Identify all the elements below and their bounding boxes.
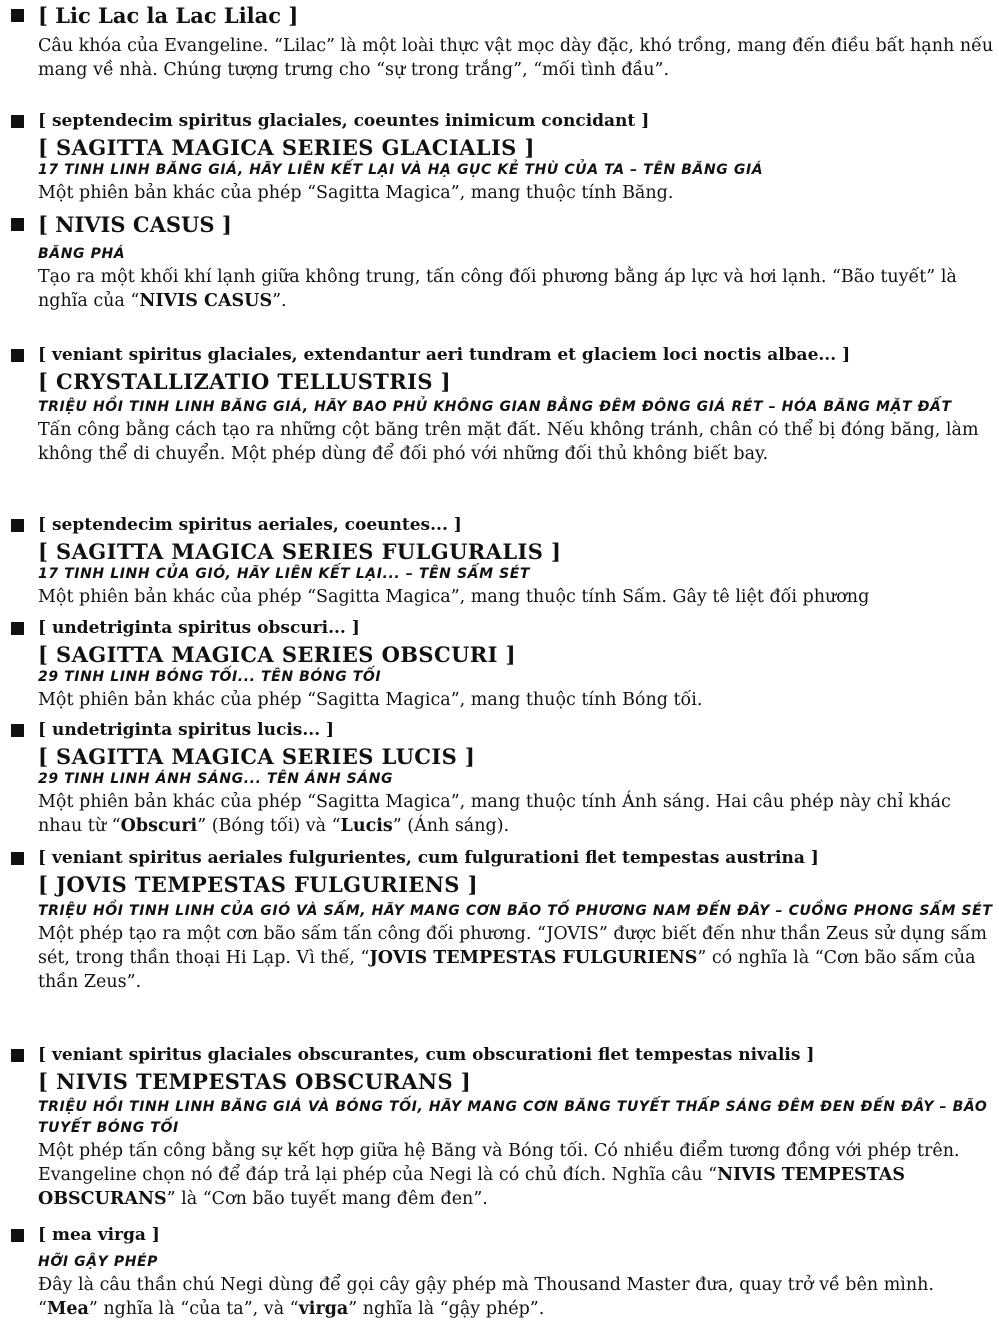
spell-translation: TRIỆU HỒI TINH LINH CỦA GIÓ VÀ SẤM, HÃY MANG CƠN BÃO TỐ PHƯƠNG NAM ĐẾN ĐÂY – CUỒNG PHONG SẤM SÉT	[38, 903, 993, 919]
entry-sagitta-fulguralis	[0, 514, 999, 609]
desc-run-bold: JOVIS TEMPESTAS FULGURIENS	[369, 948, 698, 968]
entry-description	[0, 585, 999, 609]
desc-run-bold: Obscuri	[120, 816, 198, 836]
desc-run: Một phiên bản khác của phép “Sagitta Magica”, mang thuộc tính Ánh sáng. Hai câu phép này chỉ khác nhau từ “	[38, 792, 951, 836]
desc-run-bold: virga	[298, 1299, 349, 1319]
spell-name: [ CRYSTALLIZATIO TELLUSTRIS ]	[38, 369, 451, 394]
entry-title	[0, 3, 999, 28]
entry-chant	[0, 1224, 999, 1246]
entry-title	[0, 212, 999, 237]
spell-name: [ SAGITTA MAGICA SERIES GLACIALIS ]	[38, 135, 535, 160]
spell-name: [ NIVIS TEMPESTAS OBSCURANS ]	[38, 1069, 472, 1094]
desc-run: ”.	[272, 291, 287, 311]
entry-description	[0, 790, 999, 838]
spell-name: [ SAGITTA MAGICA SERIES OBSCURI ]	[38, 642, 516, 667]
spell-translation: HỠI GẬY PHÉP	[38, 1254, 159, 1270]
chant-text: [ septendecim spiritus glaciales, coeuntes inimicum concidant ]	[38, 111, 650, 131]
bullet-square	[11, 622, 24, 635]
entry-chant	[0, 1044, 999, 1066]
desc-run: Tạo ra một khối khí lạnh giữa không trung, tấn công đối phương bằng áp lực và hơi lạnh. “Bão tuyết” là nghĩa của “	[38, 267, 957, 311]
desc-run-bold: NIVIS CASUS	[139, 291, 273, 311]
bullet-square	[11, 1049, 24, 1062]
entry-chant	[0, 110, 999, 132]
desc-run: Một phiên bản khác của phép “Sagitta Magica”, mang thuộc tính Bóng tối.	[38, 690, 703, 710]
desc-run: Một phiên bản khác của phép “Sagitta Magica”, mang thuộc tính Băng.	[38, 183, 674, 203]
entry-description	[0, 265, 999, 313]
bullet-square	[11, 724, 24, 737]
chant-text: [ veniant spiritus glaciales, extendantur aeri tundram et glaciem loci noctis albae... ]	[38, 345, 851, 365]
spell-translation: TRIỆU HỒI TINH LINH BĂNG GIÁ, HÃY BAO PHỦ KHÔNG GIAN BẰNG ĐÊM ĐÔNG GIÁ RÉT – HÓA BĂNG MẶT ĐẤT	[38, 399, 952, 415]
spell-translation: 17 TINH LINH CỦA GIÓ, HÃY LIÊN KẾT LẠI... – TÊN SẤM SÉT	[38, 566, 531, 582]
spell-translation: 29 TINH LINH BÓNG TỐI... TÊN BÓNG TỐI	[38, 669, 382, 685]
entry-description	[0, 181, 999, 205]
bullet-square	[11, 218, 24, 231]
chant-text: [ septendecim spiritus aeriales, coeuntes... ]	[38, 515, 462, 535]
entry-sagitta-glacialis	[0, 110, 999, 205]
desc-run: ” nghĩa là “gậy phép”.	[348, 1299, 545, 1319]
entry-sagitta-lucis	[0, 719, 999, 838]
spell-name: [ SAGITTA MAGICA SERIES FULGURALIS ]	[38, 539, 562, 564]
bullet-square	[11, 519, 24, 532]
entry-description	[0, 34, 999, 82]
entry-title-text: [ NIVIS CASUS ]	[38, 212, 232, 237]
entry-description	[0, 922, 999, 994]
spell-name: [ JOVIS TEMPESTAS FULGURIENS ]	[38, 872, 478, 897]
desc-run: ” (Ánh sáng).	[392, 816, 510, 836]
entry-chant	[0, 514, 999, 536]
entry-title-text: [ Lic Lac la Lac Lilac ]	[38, 3, 299, 28]
desc-run: ” (Bóng tối) và “	[197, 816, 341, 836]
entry-sagitta-obscuri	[0, 617, 999, 712]
spell-name: [ SAGITTA MAGICA SERIES LUCIS ]	[38, 744, 476, 769]
desc-run: Đây là câu thần chú Negi dùng để gọi cây gậy phép mà Thousand Master đưa, quay trở về bên mình. “	[38, 1275, 934, 1319]
desc-run: Một phép tấn công bằng sự kết hợp giữa hệ Băng và Bóng tối. Có nhiều điểm tương đồng với phép trên. Evangeline chọn nó để đáp trả lại phép của Negi là có chủ đích. Nghĩa câu “	[38, 1141, 960, 1185]
spell-translation: 17 TINH LINH BĂNG GIÁ, HÃY LIÊN KẾT LẠI VÀ HẠ GỤC KẺ THÙ CỦA TA – TÊN BĂNG GIÁ	[38, 162, 764, 178]
bullet-square	[11, 9, 24, 22]
desc-run: Một phép tạo ra một cơn bão sấm tấn công đối phương. “JOVIS” được biết đến như thần Zeus sử dụng sấm sét, trong thần thoại Hi Lạp. Vì thế, “	[38, 924, 987, 968]
spell-translation: 29 TINH LINH ÁNH SÁNG... TÊN ÁNH SÁNG	[38, 771, 394, 787]
desc-run: ” có nghĩa là “Cơn bão sấm của thần Zeus”.	[38, 948, 976, 992]
bullet-square	[11, 349, 24, 362]
entry-nivis-tempestas	[0, 1044, 999, 1211]
desc-run: ” là “Cơn bão tuyết mang đêm đen”.	[166, 1189, 488, 1209]
bullet-square	[11, 1229, 24, 1242]
entry-mea-virga	[0, 1224, 999, 1321]
bullet-square	[11, 852, 24, 865]
desc-run: Tấn công bằng cách tạo ra những cột băng trên mặt đất. Nếu không tránh, chân có thể bị đóng băng, làm không thể di chuyển. Một phép dùng để đối phó với những đối thủ không biết bay.	[38, 420, 979, 464]
entry-chant	[0, 617, 999, 639]
desc-run: ” nghĩa là “của ta”, và “	[88, 1299, 299, 1319]
entry-crystallizatio	[0, 344, 999, 466]
chant-text: [ veniant spiritus aeriales fulgurientes, cum fulgurationi flet tempestas austrina ]	[38, 848, 819, 868]
entry-jovis-tempestas	[0, 847, 999, 994]
entry-description	[0, 1139, 999, 1211]
spell-translation: BĂNG PHÁ	[38, 246, 126, 262]
desc-run: Một phiên bản khác của phép “Sagitta Magica”, mang thuộc tính Sấm. Gây tê liệt đối phương	[38, 587, 870, 607]
entry-lic-lac	[0, 3, 999, 82]
bullet-square	[11, 115, 24, 128]
desc-run: Câu khóa của Evangeline. “Lilac” là một loài thực vật mọc dày đặc, khó trồng, mang đến điều bất hạnh nếu mang về nhà. Chúng tượng trưng cho “sự trong trắng”, “mối tình đầu”.	[38, 36, 994, 80]
chant-text: [ mea virga ]	[38, 1225, 160, 1245]
entry-chant	[0, 344, 999, 366]
spell-translation: TRIỆU HỒI TINH LINH BĂNG GIÁ VÀ BÓNG TỐI, HÃY MANG CƠN BĂNG TUYẾT THẤP SÁNG ĐÊM ĐEN ĐẾN ĐÂY – BÃO TUYẾT BÓNG TỐI	[38, 1099, 988, 1136]
entry-description	[0, 688, 999, 712]
desc-run-bold: Mea	[46, 1299, 89, 1319]
entry-description	[0, 1273, 999, 1321]
entry-nivis-casus	[0, 212, 999, 313]
chant-text: [ undetriginta spiritus lucis... ]	[38, 720, 335, 740]
desc-run-bold: NIVIS TEMPESTAS OBSCURANS	[38, 1165, 905, 1209]
chant-text: [ undetriginta spiritus obscuri... ]	[38, 618, 360, 638]
chant-text: [ veniant spiritus glaciales obscurantes, cum obscurationi flet tempestas nivalis ]	[38, 1045, 815, 1065]
desc-run-bold: Lucis	[340, 816, 393, 836]
entry-chant	[0, 719, 999, 741]
entry-description	[0, 418, 999, 466]
entry-chant	[0, 847, 999, 869]
